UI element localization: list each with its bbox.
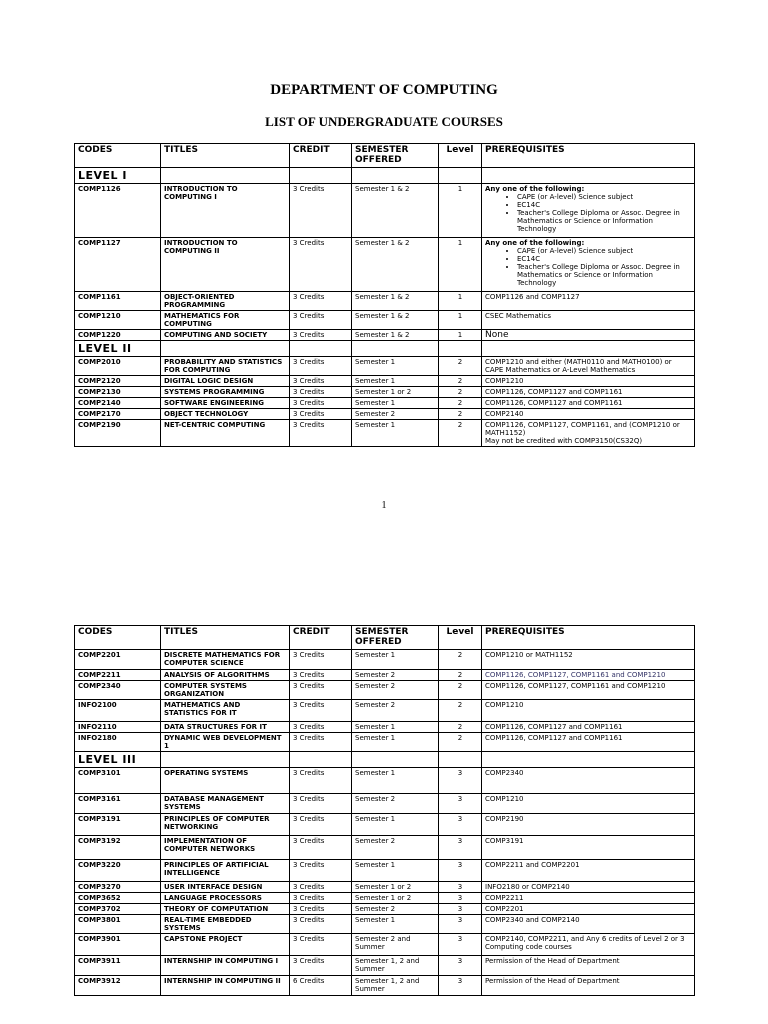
course-code: COMP3101 (75, 768, 161, 794)
prereq-text: COMP1126 and COMP1127 (485, 293, 580, 301)
table-row (75, 882, 695, 893)
prereq-item: • EC14C (517, 255, 691, 263)
table-row (75, 409, 695, 420)
table-row (75, 893, 695, 904)
prereq-text: COMP2190 (485, 815, 524, 823)
course-semester: Semester 2 (352, 409, 439, 420)
prereq-item: • Teacher's College Diploma or Assoc. Degree in Mathematics or Science or Information Technology (517, 209, 691, 233)
header-codes: CODES (75, 144, 161, 168)
prereq-text: COMP1210 (485, 377, 524, 385)
table-row (75, 904, 695, 915)
course-title: SYSTEMS PROGRAMMING (161, 387, 290, 398)
course-semester: Semester 1 & 2 (352, 292, 439, 311)
table-row (75, 292, 695, 311)
prereq-item: • Teacher's College Diploma or Assoc. Degree in Mathematics or Science or Information Technology (517, 263, 691, 287)
course-level: 2 (439, 376, 482, 387)
course-prerequisites (482, 650, 695, 670)
prereq-text: COMP1126, COMP1127, COMP1161 and COMP1210 (485, 671, 666, 679)
course-prerequisites (482, 934, 695, 956)
course-credit: 3 Credits (290, 238, 352, 292)
prereq-text: COMP1126, COMP1127 and COMP1161 (485, 399, 623, 407)
course-level: 2 (439, 700, 482, 722)
table-row (75, 956, 695, 976)
prereq-list (485, 247, 691, 287)
prereq-text: COMP2140 (485, 410, 524, 418)
course-level: 1 (439, 311, 482, 330)
course-credit: 3 Credits (290, 420, 352, 447)
course-credit: 3 Credits (290, 733, 352, 752)
course-code: COMP3901 (75, 934, 161, 956)
course-credit: 6 Credits (290, 976, 352, 996)
course-prerequisites (482, 956, 695, 976)
course-semester: Semester 1, 2 and Summer (352, 976, 439, 996)
table-row (75, 836, 695, 860)
course-credit: 3 Credits (290, 398, 352, 409)
course-prerequisites (482, 357, 695, 376)
course-code: COMP1220 (75, 330, 161, 341)
course-code: COMP1161 (75, 292, 161, 311)
table-row (75, 387, 695, 398)
course-code: COMP2130 (75, 387, 161, 398)
course-prerequisites (482, 882, 695, 893)
course-prerequisites (482, 184, 695, 238)
course-semester: Semester 1 & 2 (352, 311, 439, 330)
table-row (75, 184, 695, 238)
table-row (75, 934, 695, 956)
course-semester: Semester 2 (352, 681, 439, 700)
course-title: INTERNSHIP IN COMPUTING I (161, 956, 290, 976)
course-semester: Semester 2 (352, 700, 439, 722)
table-row (75, 915, 695, 934)
course-title: ANALYSIS OF ALGORITHMS (161, 670, 290, 681)
table-row (75, 794, 695, 814)
course-level: 3 (439, 794, 482, 814)
course-code: COMP3220 (75, 860, 161, 882)
prereq-text: COMP1126, COMP1127 and COMP1161 (485, 388, 623, 396)
course-credit: 3 Credits (290, 882, 352, 893)
course-semester: Semester 1 (352, 398, 439, 409)
empty-cell (439, 341, 482, 357)
course-title: REAL-TIME EMBEDDED SYSTEMS (161, 915, 290, 934)
course-code: COMP2340 (75, 681, 161, 700)
course-prerequisites (482, 915, 695, 934)
header-semester: SEMESTER OFFERED (352, 626, 439, 650)
course-semester: Semester 2 (352, 670, 439, 681)
course-code: INFO2100 (75, 700, 161, 722)
course-level: 3 (439, 882, 482, 893)
course-title: MATHEMATICS AND STATISTICS FOR IT (161, 700, 290, 722)
prereq-text: COMP1126, COMP1127, COMP1161 and COMP1210 (485, 682, 666, 690)
course-prerequisites (482, 670, 695, 681)
empty-cell (439, 752, 482, 768)
header-level: Level (439, 144, 482, 168)
course-credit: 3 Credits (290, 722, 352, 733)
course-semester: Semester 1 & 2 (352, 184, 439, 238)
prereq-text: COMP1210 (485, 795, 524, 803)
course-title: THEORY OF COMPUTATION (161, 904, 290, 915)
course-title: USER INTERFACE DESIGN (161, 882, 290, 893)
course-credit: 3 Credits (290, 893, 352, 904)
course-credit: 3 Credits (290, 700, 352, 722)
course-code: COMP3652 (75, 893, 161, 904)
prereq-text: COMP1126, COMP1127 and COMP1161 (485, 723, 623, 731)
course-semester: Semester 2 (352, 904, 439, 915)
course-title: INTRODUCTION TO COMPUTING I (161, 184, 290, 238)
course-prerequisites (482, 681, 695, 700)
course-credit: 3 Credits (290, 357, 352, 376)
course-semester: Semester 1 (352, 650, 439, 670)
course-semester: Semester 1 or 2 (352, 387, 439, 398)
prereq-text: INFO2180 or COMP2140 (485, 883, 570, 891)
prereq-text: COMP3191 (485, 837, 524, 845)
prereq-text: Permission of the Head of Department (485, 957, 620, 965)
course-code: COMP3702 (75, 904, 161, 915)
table-row (75, 700, 695, 722)
course-code: COMP2120 (75, 376, 161, 387)
prereq-text: COMP1210 and either (MATH0110 and MATH0100) or CAPE Mathematics or A-Level Mathematics (485, 358, 672, 374)
course-prerequisites (482, 768, 695, 794)
course-prerequisites (482, 292, 695, 311)
course-level: 2 (439, 722, 482, 733)
course-code: COMP2170 (75, 409, 161, 420)
course-level: 3 (439, 915, 482, 934)
prereq-note: May not be credited with COMP3150(CS32Q) (485, 437, 643, 445)
course-prerequisites (482, 733, 695, 752)
header-titles: TITLES (161, 626, 290, 650)
course-credit: 3 Credits (290, 934, 352, 956)
header-codes: CODES (75, 626, 161, 650)
course-prerequisites (482, 904, 695, 915)
course-level: 1 (439, 184, 482, 238)
prereq-text: COMP1126, COMP1127, COMP1161, and (COMP1210 or MATH1152) (485, 421, 680, 437)
course-semester: Semester 2 (352, 794, 439, 814)
page-subtitle: LIST OF UNDERGRADUATE COURSES (265, 114, 503, 129)
table-header-row (75, 144, 695, 168)
course-code: COMP3192 (75, 836, 161, 860)
header-credit: CREDIT (290, 144, 352, 168)
header-titles: TITLES (161, 144, 290, 168)
prereq-any-label: Any one of the following: (485, 185, 585, 193)
course-prerequisites (482, 330, 695, 341)
course-level: 3 (439, 768, 482, 794)
course-title: CAPSTONE PROJECT (161, 934, 290, 956)
course-level: 3 (439, 860, 482, 882)
course-title: COMPUTER SYSTEMS ORGANIZATION (161, 681, 290, 700)
course-credit: 3 Credits (290, 681, 352, 700)
course-code: INFO2110 (75, 722, 161, 733)
table-row (75, 722, 695, 733)
course-semester: Semester 1 (352, 376, 439, 387)
prereq-text: CSEC Mathematics (485, 312, 551, 320)
table-row (75, 681, 695, 700)
course-prerequisites (482, 238, 695, 292)
prereq-text: COMP1126, COMP1127 and COMP1161 (485, 734, 623, 742)
course-level: 2 (439, 650, 482, 670)
empty-cell (352, 168, 439, 184)
page-title: DEPARTMENT OF COMPUTING (270, 82, 498, 98)
table-row (75, 670, 695, 681)
course-prerequisites (482, 794, 695, 814)
course-table-2 (74, 625, 695, 996)
course-credit: 3 Credits (290, 860, 352, 882)
table-row (75, 814, 695, 836)
course-title: NET-CENTRIC COMPUTING (161, 420, 290, 447)
course-semester: Semester 1 (352, 420, 439, 447)
table-row (75, 376, 695, 387)
empty-cell (482, 341, 695, 357)
header-semester: SEMESTER OFFERED (352, 144, 439, 168)
course-code: COMP2190 (75, 420, 161, 447)
course-semester: Semester 1 or 2 (352, 893, 439, 904)
course-level: 1 (439, 238, 482, 292)
empty-cell (290, 168, 352, 184)
header-prerequisites: PREREQUISITES (482, 626, 695, 650)
table-row (75, 398, 695, 409)
course-prerequisites (482, 311, 695, 330)
course-title: OBJECT TECHNOLOGY (161, 409, 290, 420)
table-row (75, 860, 695, 882)
course-credit: 3 Credits (290, 184, 352, 238)
course-prerequisites (482, 893, 695, 904)
course-credit: 3 Credits (290, 292, 352, 311)
empty-cell (161, 168, 290, 184)
course-semester: Semester 1 (352, 814, 439, 836)
course-level: 3 (439, 904, 482, 915)
course-prerequisites (482, 814, 695, 836)
course-level: 2 (439, 670, 482, 681)
course-code: COMP1210 (75, 311, 161, 330)
course-level: 2 (439, 681, 482, 700)
course-credit: 3 Credits (290, 387, 352, 398)
course-level: 2 (439, 409, 482, 420)
course-prerequisites (482, 976, 695, 996)
course-title: SOFTWARE ENGINEERING (161, 398, 290, 409)
empty-cell (352, 752, 439, 768)
course-title: DISCRETE MATHEMATICS FOR COMPUTER SCIENCE (161, 650, 290, 670)
course-level: 2 (439, 387, 482, 398)
course-level: 3 (439, 934, 482, 956)
course-level: 2 (439, 398, 482, 409)
course-level: 1 (439, 292, 482, 311)
course-title: IMPLEMENTATION OF COMPUTER NETWORKS (161, 836, 290, 860)
table-row (75, 733, 695, 752)
prereq-text: COMP2211 (485, 894, 524, 902)
course-level: 3 (439, 976, 482, 996)
course-title: PROBABILITY AND STATISTICS FOR COMPUTING (161, 357, 290, 376)
course-prerequisites (482, 836, 695, 860)
course-prerequisites (482, 700, 695, 722)
level-heading-row (75, 752, 695, 768)
course-semester: Semester 1 (352, 733, 439, 752)
course-semester: Semester 2 and Summer (352, 934, 439, 956)
header-level: Level (439, 626, 482, 650)
course-code: INFO2180 (75, 733, 161, 752)
course-semester: Semester 1 (352, 357, 439, 376)
prereq-text: COMP1210 or MATH1152 (485, 651, 573, 659)
course-code: COMP3270 (75, 882, 161, 893)
course-credit: 3 Credits (290, 311, 352, 330)
course-prerequisites (482, 722, 695, 733)
table-row (75, 976, 695, 996)
table-row (75, 357, 695, 376)
course-level: 3 (439, 836, 482, 860)
course-credit: 3 Credits (290, 376, 352, 387)
prereq-item: • EC14C (517, 201, 691, 209)
course-semester: Semester 1 (352, 768, 439, 794)
course-credit: 3 Credits (290, 409, 352, 420)
course-prerequisites (482, 376, 695, 387)
prereq-text: COMP2340 (485, 769, 524, 777)
course-level: 3 (439, 956, 482, 976)
course-title: DYNAMIC WEB DEVELOPMENT 1 (161, 733, 290, 752)
course-prerequisites (482, 860, 695, 882)
level-heading: LEVEL I (75, 168, 161, 184)
header-prerequisites: PREREQUISITES (482, 144, 695, 168)
course-prerequisites (482, 409, 695, 420)
course-title: INTERNSHIP IN COMPUTING II (161, 976, 290, 996)
empty-cell (352, 341, 439, 357)
course-table-1 (74, 143, 695, 447)
course-semester: Semester 1 (352, 722, 439, 733)
table-row (75, 238, 695, 292)
prereq-text: COMP2340 and COMP2140 (485, 916, 580, 924)
prereq-text: COMP2201 (485, 905, 524, 913)
course-code: COMP2201 (75, 650, 161, 670)
course-level: 3 (439, 814, 482, 836)
level-heading: LEVEL III (75, 752, 161, 768)
course-title: DIGITAL LOGIC DESIGN (161, 376, 290, 387)
table-row (75, 330, 695, 341)
course-title: OBJECT-ORIENTED PROGRAMMING (161, 292, 290, 311)
course-level: 2 (439, 420, 482, 447)
course-prerequisites (482, 387, 695, 398)
course-prerequisites (482, 398, 695, 409)
empty-cell (482, 752, 695, 768)
course-semester: Semester 1 (352, 860, 439, 882)
table-row (75, 768, 695, 794)
level-heading-row (75, 341, 695, 357)
course-credit: 3 Credits (290, 956, 352, 976)
course-code: COMP2140 (75, 398, 161, 409)
prereq-any-label: Any one of the following: (485, 239, 585, 247)
course-code: COMP3912 (75, 976, 161, 996)
course-code: COMP3191 (75, 814, 161, 836)
course-semester: Semester 1, 2 and Summer (352, 956, 439, 976)
course-credit: 3 Credits (290, 670, 352, 681)
prereq-item: • CAPE (or A-level) Science subject (517, 193, 691, 201)
course-title: DATA STRUCTURES FOR IT (161, 722, 290, 733)
course-code: COMP3801 (75, 915, 161, 934)
course-level: 2 (439, 733, 482, 752)
course-credit: 3 Credits (290, 768, 352, 794)
table-row (75, 311, 695, 330)
course-title: LANGUAGE PROCESSORS (161, 893, 290, 904)
course-code: COMP3161 (75, 794, 161, 814)
page-number: 1 (381, 500, 387, 511)
level-heading-row (75, 168, 695, 184)
header-credit: CREDIT (290, 626, 352, 650)
course-semester: Semester 1 & 2 (352, 330, 439, 341)
course-semester: Semester 1 & 2 (352, 238, 439, 292)
empty-cell (482, 168, 695, 184)
course-level: 2 (439, 357, 482, 376)
course-semester: Semester 1 or 2 (352, 882, 439, 893)
prereq-item: • CAPE (or A-level) Science subject (517, 247, 691, 255)
course-title: INTRODUCTION TO COMPUTING II (161, 238, 290, 292)
course-code: COMP2211 (75, 670, 161, 681)
course-credit: 3 Credits (290, 915, 352, 934)
course-semester: Semester 2 (352, 836, 439, 860)
course-credit: 3 Credits (290, 836, 352, 860)
empty-cell (290, 341, 352, 357)
table-row (75, 420, 695, 447)
prereq-list (485, 193, 691, 233)
prereq-text: COMP2140, COMP2211, and Any 6 credits of Level 2 or 3 Computing code courses (485, 935, 685, 951)
empty-cell (161, 341, 290, 357)
course-title: OPERATING SYSTEMS (161, 768, 290, 794)
course-semester: Semester 1 (352, 915, 439, 934)
prereq-text: None (485, 330, 509, 340)
level-heading: LEVEL II (75, 341, 161, 357)
table-header-row (75, 626, 695, 650)
course-credit: 3 Credits (290, 904, 352, 915)
course-code: COMP1127 (75, 238, 161, 292)
course-title: PRINCIPLES OF COMPUTER NETWORKING (161, 814, 290, 836)
course-title: MATHEMATICS FOR COMPUTING (161, 311, 290, 330)
course-code: COMP2010 (75, 357, 161, 376)
course-title: DATABASE MANAGEMENT SYSTEMS (161, 794, 290, 814)
course-credit: 3 Credits (290, 794, 352, 814)
course-code: COMP1126 (75, 184, 161, 238)
course-prerequisites (482, 420, 695, 447)
course-credit: 3 Credits (290, 814, 352, 836)
course-credit: 3 Credits (290, 330, 352, 341)
course-title: COMPUTING AND SOCIETY (161, 330, 290, 341)
prereq-text: Permission of the Head of Department (485, 977, 620, 985)
course-code: COMP3911 (75, 956, 161, 976)
empty-cell (439, 168, 482, 184)
course-credit: 3 Credits (290, 650, 352, 670)
table-row (75, 650, 695, 670)
prereq-text: COMP2211 and COMP2201 (485, 861, 580, 869)
empty-cell (290, 752, 352, 768)
empty-cell (161, 752, 290, 768)
course-level: 3 (439, 893, 482, 904)
prereq-text: COMP1210 (485, 701, 524, 709)
course-title: PRINCIPLES OF ARTIFICIAL INTELLIGENCE (161, 860, 290, 882)
course-level: 1 (439, 330, 482, 341)
